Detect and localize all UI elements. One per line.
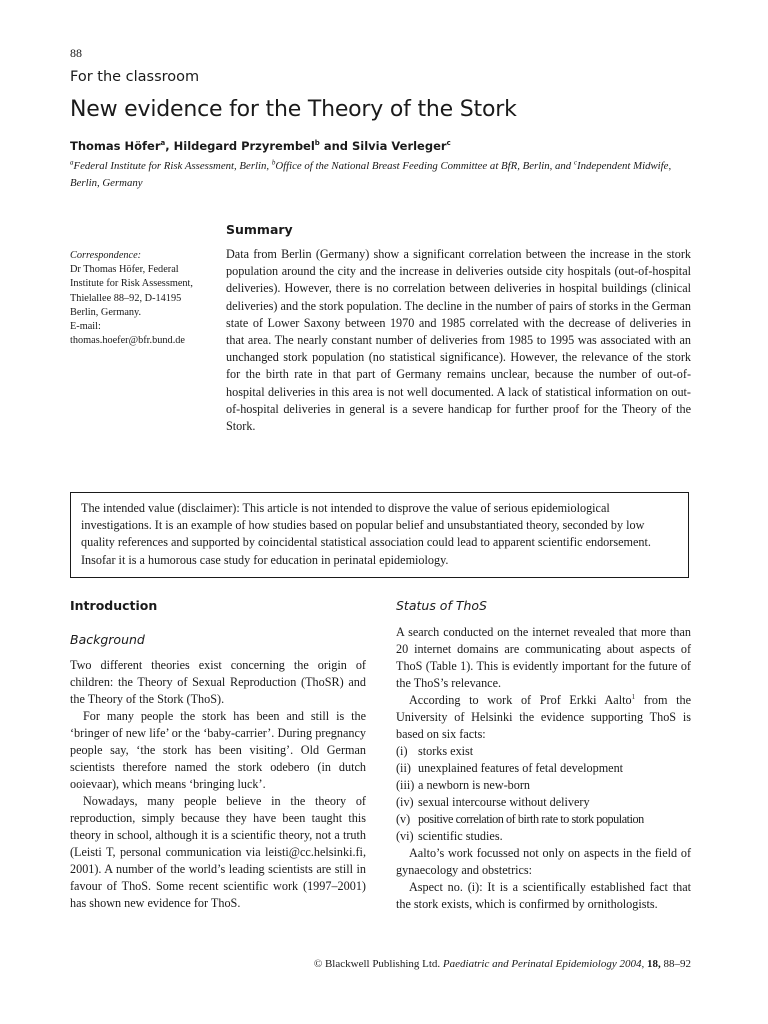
status-heading: Status of ThoS <box>396 598 487 613</box>
correspondence-label: Correspondence: <box>70 250 142 261</box>
correspondence-line: Dr Thomas Höfer, Federal <box>70 264 179 276</box>
list-item-number: (vi) <box>396 829 414 843</box>
body-paragraph: Nowadays, many people believe in the theory of reproduction, simply because they have been taught this theory in school, although it is a scientific theory, not a truth (Leisti T, personal communication via leisti@cc.helsinki.fi, 2001). A number of the world’s leading scientists are still in favour of ThoS. Some recent scientific work (1997–2001) has shown new evidence for ThoS. <box>70 794 366 910</box>
list-item <box>396 828 691 845</box>
paragraph-text: According to work of Prof Erkki Aalto <box>409 693 632 707</box>
summary-text: Data from Berlin (Germany) show a significant correlation between the increase in the stork population around the city and the increase in deliveries outside city hospitals (out-of-hospital deliveries). However, there is no correlation between deliveries in hospital buildings (clinical deliveries) and the stork population. The decline in the number of pairs of storks in the German state of Lower Saxony between 1970 and 1985 correlated with the decrease of deliveries in that area. The nearly constant number of deliveries from 1985 to 1995 was associated with an unchanged stork population (no statistical significance). However, the relevance of the stork for the birth rate in that part of Germany remains unclear, because the number of out-of-hospital deliveries in this area is not well documented. A lack of statistical information on out-of-hospital deliveries in general is a severe handicap for further proof for the Theory of the Stork. <box>226 247 691 434</box>
affiliations <box>70 158 700 192</box>
page-range: 88–92 <box>663 958 691 970</box>
correspondence-line: Thielallee 88–92, D-14195 <box>70 292 182 304</box>
list-item-number: (i) <box>396 744 408 758</box>
summary-heading: Summary <box>226 222 293 237</box>
affiliation-superscript: a <box>70 158 74 167</box>
correspondence-block <box>70 249 220 348</box>
affiliation-superscript: b <box>271 158 276 167</box>
list-item-number: (ii) <box>396 761 411 775</box>
volume-number: 18, <box>647 958 661 970</box>
body-paragraph: Aspect no. (i): It is a scientifically established fact that the stork exists, which is confirmed by ornithologists. <box>396 880 691 911</box>
disclaimer-box <box>70 492 689 578</box>
body-paragraph <box>396 692 691 743</box>
author-name: Hildegard Przyrembel <box>173 139 315 153</box>
correspondence-line: Berlin, Germany. <box>70 306 142 318</box>
reference-superscript: 1 <box>631 692 636 701</box>
body-paragraph: A search conducted on the internet revealed that more than 20 internet domains are communicating about aspects of ThoS (Table 1). This is evidently important for the future of the ThoS’s relevance. <box>396 625 691 690</box>
correspondence-line: E-mail: <box>70 321 101 333</box>
left-column <box>70 657 366 912</box>
introduction-heading: Introduction <box>70 598 158 613</box>
affiliation-superscript: c <box>573 158 578 167</box>
author-separator: and <box>319 139 352 153</box>
list-item <box>396 743 691 760</box>
affiliation-text: Independent Midwife, Berlin, Germany <box>70 160 672 189</box>
author-name: Thomas Höfer <box>70 139 161 153</box>
facts-list <box>396 743 691 845</box>
background-heading: Background <box>70 632 145 647</box>
journal-name: Paediatric and Perinatal Epidemiology 2004, <box>442 958 645 970</box>
author-superscript: b <box>314 139 320 148</box>
body-paragraph: Two different theories exist concerning the origin of children: the Theory of Sexual Reproduction (ThoSR) and the Theory of the Stork (ThoS). <box>70 658 366 706</box>
copyright-text: © Blackwell Publishing Ltd. <box>313 958 441 970</box>
author-separator: , <box>165 139 174 153</box>
list-item-text: sexual intercourse without delivery <box>418 795 590 809</box>
list-item <box>396 811 691 828</box>
author-name: Silvia Verleger <box>352 139 447 153</box>
disclaimer-text: The intended value (disclaimer): This article is not intended to disprove the value of serious epidemiological investigations. It is an example of how studies based on popular belief and unsubstantiated theory, seconded by low quality references and supported by coincidental statistical association could lead to apparent scientific endorsement. Insofar it is a humorous case study for education in perinatal epidemiology. <box>81 501 651 567</box>
list-item-number: (v) <box>396 812 411 826</box>
correspondence-line: Institute for Risk Assessment, <box>70 278 193 290</box>
paragraph-text: from the University of Helsinki the evidence supporting ThoS is based on six facts: <box>396 693 691 741</box>
page-footer <box>70 958 691 970</box>
section-label: For the classroom <box>70 69 200 85</box>
list-item-number: (iv) <box>396 795 414 809</box>
body-paragraph: For many people the stork has been and still is the ‘bringer of new life’ or the ‘baby-carrier’. During pregnancy people say, ‘the stork has been visiting’. Old German scientists therefore named the stork odebero (in dutch ooievaar), which means ‘bringing luck’. <box>70 709 366 791</box>
affiliation-text: Federal Institute for Risk Assessment, Berlin, <box>73 160 272 172</box>
author-superscript: a <box>160 139 166 148</box>
article-title: New evidence for the Theory of the Stork <box>70 97 517 122</box>
list-item-number: (iii) <box>396 778 415 792</box>
list-item-text: a newborn is new-born <box>418 778 531 792</box>
list-item-text: storks exist <box>418 744 474 758</box>
list-item <box>396 777 691 794</box>
right-column <box>396 624 691 913</box>
list-item <box>396 760 691 777</box>
author-list <box>70 139 451 153</box>
list-item-text: scientific studies. <box>418 829 503 843</box>
author-superscript: c <box>446 139 451 148</box>
correspondence-email[interactable]: thomas.hoefer@bfr.bund.de <box>70 335 185 347</box>
list-item-text: positive correlation of birth rate to stork population <box>418 812 644 826</box>
list-item-text: unexplained features of fetal development <box>418 761 624 775</box>
list-item <box>396 794 691 811</box>
page-number: 88 <box>70 46 82 60</box>
affiliation-text: Office of the National Breast Feeding Committee at BfR, Berlin, and <box>275 160 574 172</box>
body-paragraph: Aalto’s work focussed not only on aspects in the field of gynaecology and obstetrics: <box>396 846 691 877</box>
